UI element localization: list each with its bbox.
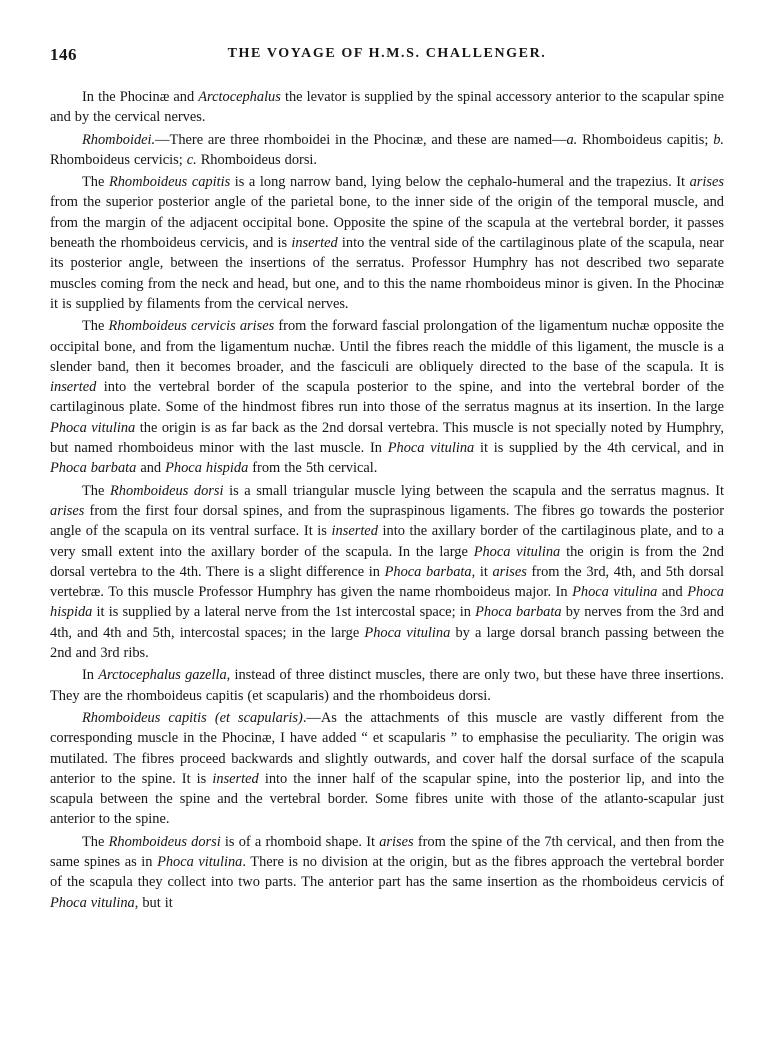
italic-run: Phoca vitulina: [50, 894, 135, 911]
text-run: —There are three rhomboidei in the Phocinæ, and these are named—: [155, 131, 567, 148]
text-run: .—As the attachments of this muscle are vastly different from the corresponding muscle in the Phocinæ, I have added “ et scapularis ” to emphasise the peculiarity. The origin was mutilated. The fibres proceed backwards and slightly outwards, and cover half the dorsal surface of the scapula anterior to the spine. It is: [50, 709, 724, 787]
text-run: and: [657, 584, 688, 601]
paragraph-capitis-et-scapularis: [50, 708, 724, 830]
text-run: The: [82, 174, 109, 191]
text-run: it is supplied by a lateral nerve from the 1st intercostal space; in: [92, 604, 476, 621]
text-run: by nerves from the 3rd and 4th, and 4th and 5th, intercostal spaces; in the large: [50, 604, 724, 641]
italic-run: arises: [379, 833, 414, 850]
italic-run: Rhomboideus capitis (et scapularis): [82, 709, 303, 726]
italic-run: arises: [50, 502, 85, 519]
text-run: into the vertebral border of the scapula posterior to the spine, and into the vertebral border of the cartilaginous plate. Some of the hindmost fibres run into those of the serratus magnus at its insertion. In the large: [50, 379, 724, 416]
italic-run: arises: [239, 318, 275, 335]
text-run: In the Phocinæ and: [82, 89, 199, 105]
italic-run: Phoca barbata: [475, 604, 562, 621]
text-run: the origin is as far back as the 2nd dorsal vertebra. This muscle is not specially noted by Humphry, but named rhomboideus minor with the last muscle. In: [50, 419, 725, 457]
paragraph-rhomboidei-intro: [50, 130, 724, 171]
italic-run: c.: [186, 151, 197, 168]
italic-run: Phoca vitulina: [157, 853, 243, 870]
text-run: , but it: [134, 894, 173, 911]
italic-run: Phoca barbata: [50, 460, 137, 477]
text-run: The: [82, 482, 110, 499]
paragraph-arctocephalus-gazella: [50, 665, 724, 706]
italic-run: Arctocephalus gazella: [98, 667, 227, 684]
italic-run: Rhomboideus capitis: [108, 174, 231, 191]
italic-run: Phoca vitulina: [473, 543, 561, 560]
italic-run: inserted: [212, 770, 259, 787]
text-run: from the spine of the 7th cervical, and then from the same spines as in: [50, 833, 724, 870]
text-run: it is supplied by the 4th cervical, and in: [474, 440, 725, 457]
italic-run: b.: [713, 131, 724, 148]
italic-run: Phoca vitulina: [50, 419, 136, 436]
text-run: is of a rhomboid shape. It: [220, 833, 380, 850]
italic-run: Arctocephalus: [198, 89, 281, 105]
text-run: is a small triangular muscle lying between the scapula and the serratus magnus. It: [223, 482, 725, 499]
text-run: and: [136, 460, 166, 477]
italic-run: Phoca hispida: [50, 584, 724, 621]
text-run: . There is no division at the origin, but as the fibres approach the vertebral border of the scapula they collect into two parts. The anterior part has the same insertion as the rhomboideus cervicis of: [50, 853, 725, 891]
running-title: THE VOYAGE OF H.M.S. CHALLENGER.: [227, 46, 547, 61]
text-run: , it: [471, 563, 493, 580]
text-run: from the superior posterior angle of the parietal bone, to the inner side of the origin of the temporal muscle, and from the margin of the adjacent occipital bone. Opposite the spine of the scapula at the vertebral border, it passes beneath the rhomboideus cervicis, and is: [50, 194, 724, 252]
text-run: the origin is from the 2nd dorsal vertebra to the 4th. There is a slight difference in: [50, 543, 724, 580]
italic-run: arises: [492, 563, 527, 580]
italic-run: Phoca hispida: [165, 460, 249, 477]
italic-run: Phoca vitulina: [387, 440, 475, 457]
italic-run: Rhomboideus dorsi: [109, 482, 224, 499]
italic-run: Rhomboidei.: [82, 131, 156, 148]
italic-run: Rhomboideus dorsi: [108, 833, 221, 850]
text-run: into the inner half of the scapular spine, into the posterior lip, and into the scapula between the spine and the vertebral border. Some fibres unite with those of the atlanto-scapular just anterior to the spine.: [50, 770, 724, 828]
text-run: by a large dorsal branch passing between the 2nd and 3rd ribs.: [50, 624, 724, 662]
page-header: [50, 45, 724, 67]
italic-run: inserted: [291, 235, 338, 252]
italic-run: Rhomboideus cervicis: [108, 318, 236, 335]
text-run: Rhomboideus dorsi.: [196, 151, 318, 168]
italic-run: inserted: [331, 523, 378, 540]
paragraph-rhomboideus-dorsi: [50, 481, 724, 664]
paragraph-rhomboideus-cervicis: [50, 316, 724, 478]
page-number: 146: [50, 45, 77, 64]
italic-run: inserted: [50, 379, 97, 396]
italic-run: arises: [689, 174, 724, 191]
paragraph-levator-nerve: [50, 87, 724, 128]
text-run: The: [82, 318, 109, 335]
text-run: Rhomboideus capitis;: [577, 131, 714, 148]
paragraph-rhomboideus-dorsi-gazella: [50, 832, 724, 913]
italic-run: Phoca barbata: [384, 563, 472, 580]
paragraph-rhomboideus-capitis: [50, 172, 724, 314]
text-run: the levator is supplied by the spinal accessory anterior to the scapular spine and by the cervical nerves.: [50, 89, 724, 126]
text-run: into the ventral side of the cartilaginous plate of the scapula, near its posterior angle, between the insertions of the serratus. Professor Humphry has not described two separate muscles coming from the neck and head, but one, and to this the name rhomboideus minor is given. In the Phocinæ it is supplied by filaments from the cervical nerves.: [50, 235, 725, 312]
text-run: Rhomboideus cervicis;: [50, 151, 187, 168]
italic-run: Phoca vitulina: [572, 584, 658, 601]
text-run: into the axillary border of the cartilaginous plate, and to a very small extent into the axillary border of the scapula. In the large: [50, 523, 724, 560]
text-run: from the 5th cervical.: [248, 460, 378, 477]
italic-run: Phoca vitulina: [364, 624, 451, 641]
text-run: from the 3rd, 4th, and 5th dorsal vertebræ. To this muscle Professor Humphry has given the name rhomboideus major. In: [50, 563, 724, 601]
text-run: In: [82, 667, 99, 684]
body-text: [50, 87, 724, 915]
text-run: is a long narrow band, lying below the cephalo-humeral and the trapezius. It: [230, 174, 690, 191]
text-run: from the forward fascial prolongation of the ligamentum nuchæ opposite the occipital bone, and from the ligamentum nuchæ. Until the fibres reach the middle of this ligament, the muscle is a slender band, then it becomes broader, and the fasciculi are obliquely directed to the base of the scapula. It is: [50, 318, 724, 375]
text-run: The: [82, 833, 109, 850]
italic-run: a.: [566, 131, 578, 148]
text-run: , instead of three distinct muscles, there are only two, but these have three insertions. They are the rhomboideus capitis (et scapularis) and the rhomboideus dorsi.: [50, 667, 724, 704]
text-run: from the first four dorsal spines, and from the supraspinous ligaments. The fibres go towards the posterior angle of the scapula on its ventral surface. It is: [50, 502, 724, 540]
